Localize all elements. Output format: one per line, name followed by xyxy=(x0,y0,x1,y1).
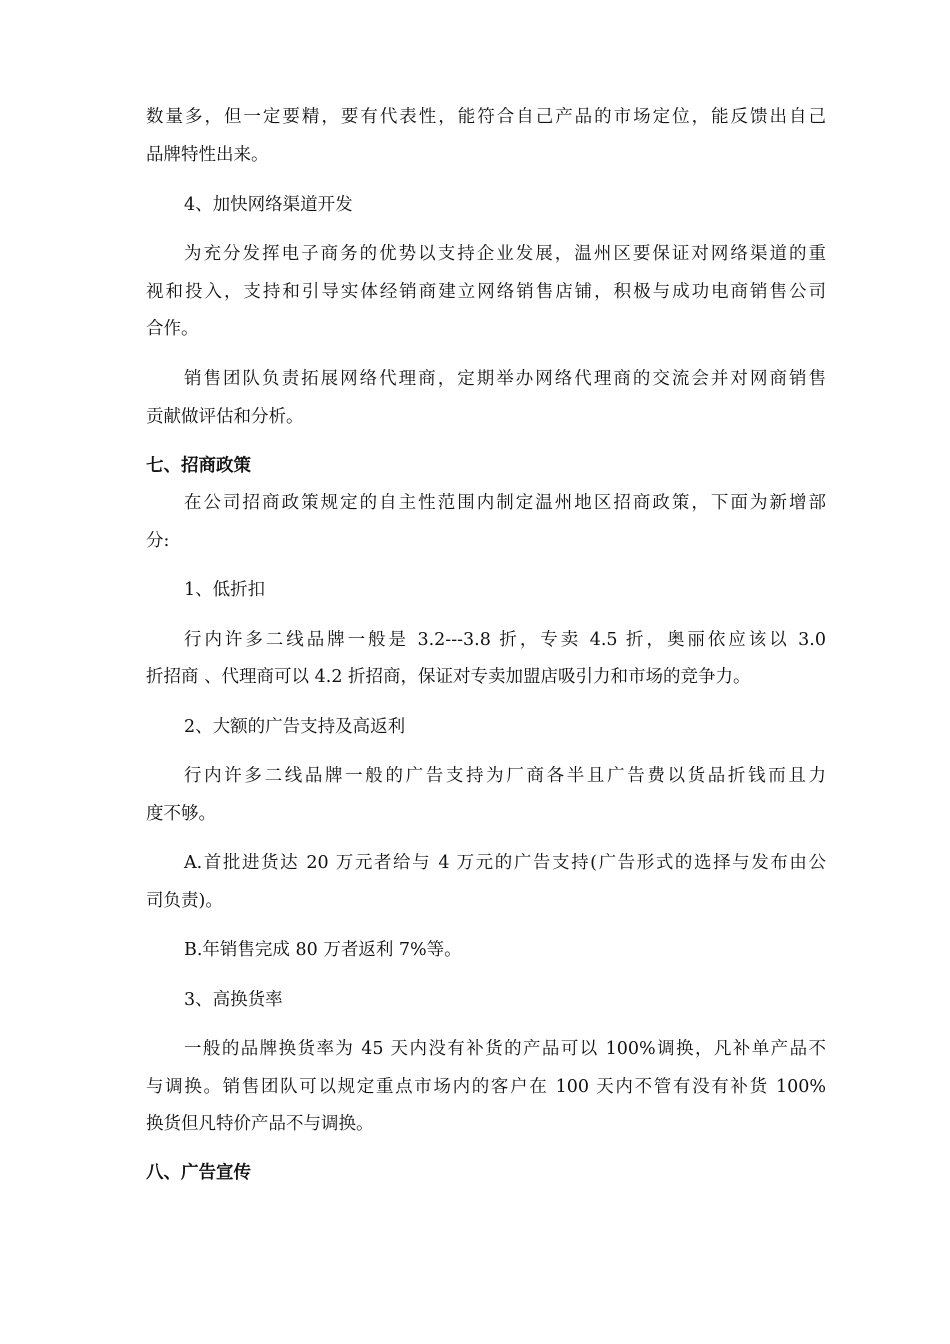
paragraph-line: 合作。 xyxy=(146,319,199,339)
item-title: 3、高换货率 xyxy=(184,990,283,1010)
paragraph-line: 为充分发挥电子商务的优势以支持企业发展，温州区要保证对网络渠道的重 xyxy=(184,244,826,264)
item-title: 2、大额的广告支持及高返利 xyxy=(184,717,406,737)
paragraph-line: 视和投入，支持和引导实体经销商建立网络销售店铺，积极与成功电商销售公司 xyxy=(146,282,826,302)
paragraph-line: 与调换。销售团队可以规定重点市场内的客户在 100 天内不管有没有补货 100% xyxy=(146,1077,826,1097)
paragraph-line: 换货但凡特价产品不与调换。 xyxy=(146,1114,374,1134)
paragraph-line: 品牌特性出来。 xyxy=(146,145,269,165)
section-heading: 八、广告宣传 xyxy=(146,1163,251,1183)
item-title: 1、低折扣 xyxy=(184,580,266,600)
section-heading: 七、招商政策 xyxy=(146,456,251,476)
paragraph-line: 分: xyxy=(146,531,170,551)
paragraph-line: 度不够。 xyxy=(146,804,216,824)
paragraph-line: 一般的品牌换货率为 45 天内没有补货的产品可以 100%调换，凡补单产品不 xyxy=(184,1039,826,1059)
paragraph-line: 行内许多二线品牌一般是 3.2---3.8 折，专卖 4.5 折，奥丽依应该以 3.0 xyxy=(184,630,826,650)
paragraph-line: 司负责)。 xyxy=(146,891,223,911)
paragraph-line: 数量多，但一定要精，要有代表性，能符合自己产品的市场定位，能反馈出自己 xyxy=(146,107,826,127)
paragraph-line: 贡献做评估和分析。 xyxy=(146,407,304,427)
paragraph-line: 折招商 、代理商可以 4.2 折招商，保证对专卖加盟店吸引力和市场的竞争力。 xyxy=(146,667,751,687)
paragraph-line: 在公司招商政策规定的自主性范围内制定温州地区招商政策，下面为新增部 xyxy=(184,493,826,513)
paragraph-line: A.首批进货达 20 万元者给与 4 万元的广告支持(广告形式的选择与发布由公 xyxy=(184,853,826,873)
paragraph-line: B.年销售完成 80 万者返利 7%等。 xyxy=(184,940,462,960)
paragraph-line: 销售团队负责拓展网络代理商，定期举办网络代理商的交流会并对网商销售 xyxy=(184,369,826,389)
paragraph-line: 行内许多二线品牌一般的广告支持为厂商各半且广告费以货品折钱而且力 xyxy=(184,766,826,786)
item-title: 4、加快网络渠道开发 xyxy=(184,195,353,215)
